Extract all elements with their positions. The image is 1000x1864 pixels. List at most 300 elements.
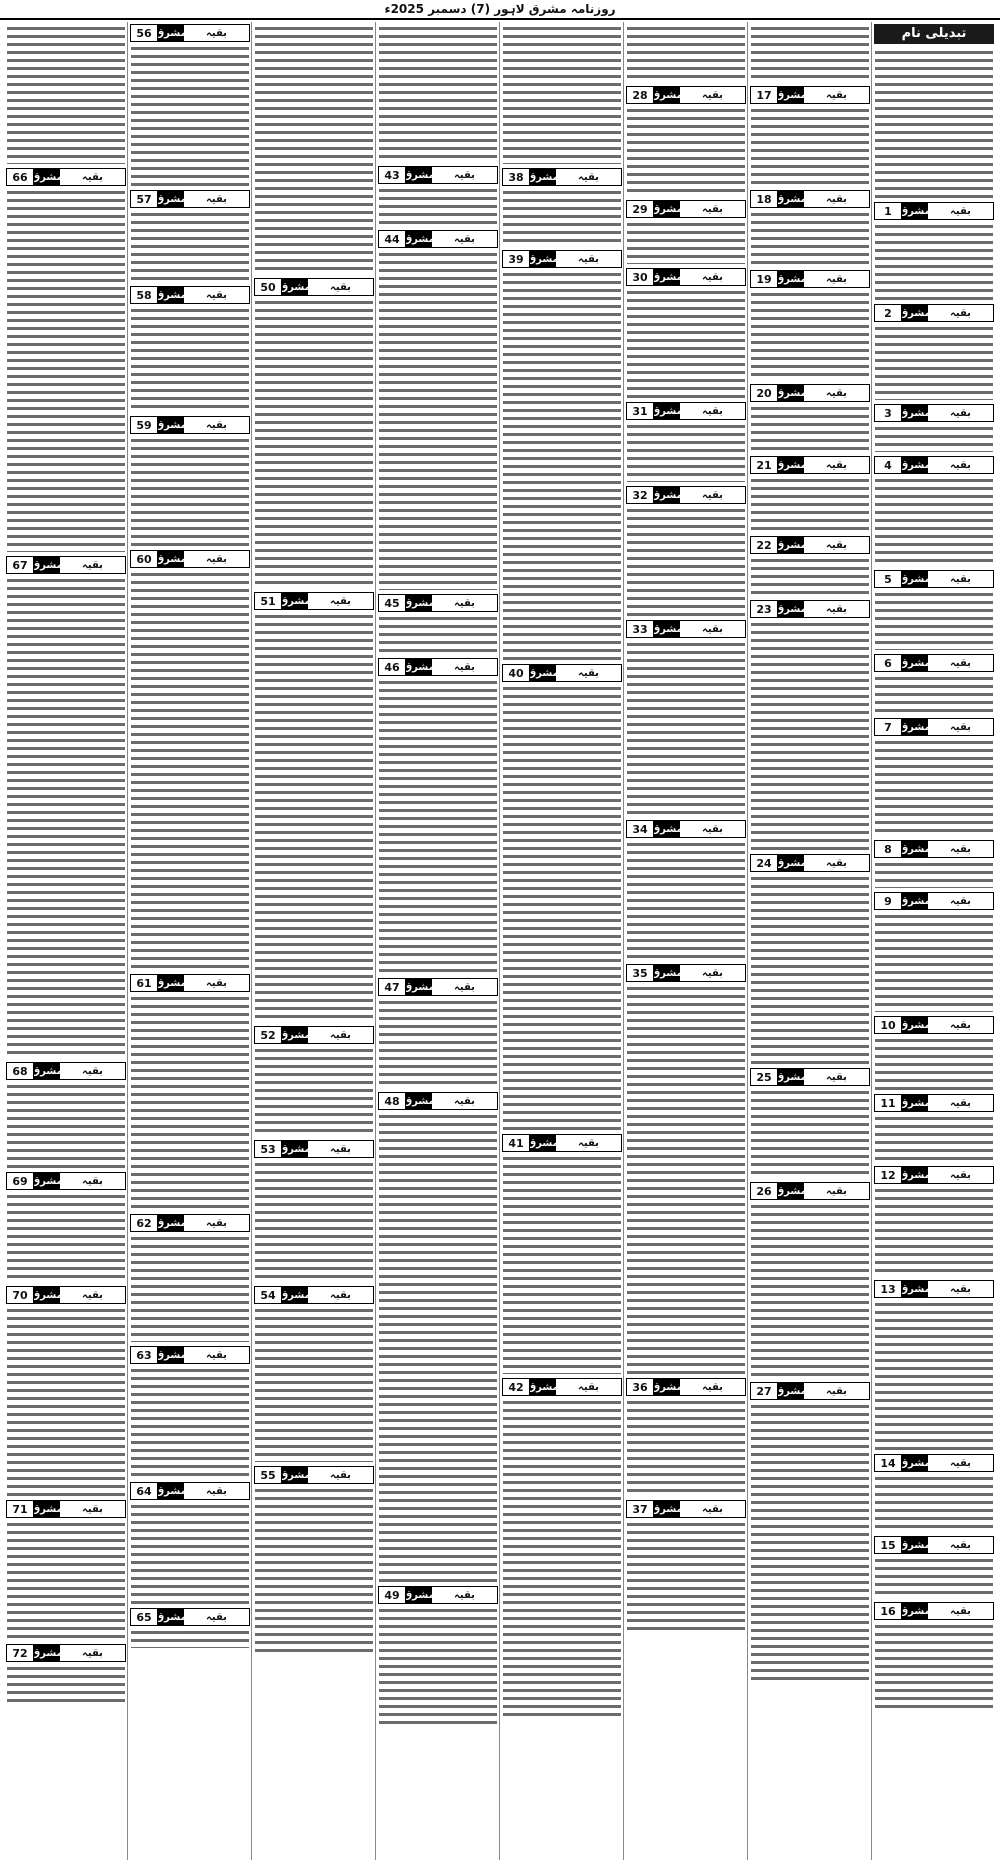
- continuation-header: [626, 620, 746, 638]
- article-text-block: [131, 306, 249, 412]
- article-text-block: [627, 220, 745, 264]
- continuation-header: [874, 1536, 994, 1554]
- continuation-number: 13: [875, 1281, 902, 1297]
- article-text-block: [627, 640, 745, 816]
- continuation-label: بقیہ: [950, 657, 971, 669]
- continuation-label: بقیہ: [206, 419, 227, 431]
- continuation-number: 31: [627, 403, 654, 419]
- column: [747, 22, 872, 1860]
- continuation-label: بقیہ: [950, 307, 971, 319]
- continuation-label: بقیہ: [454, 1589, 475, 1601]
- continuation-number: 20: [751, 385, 778, 401]
- continuation-header: [130, 550, 250, 568]
- continuation-label: بقیہ: [702, 89, 723, 101]
- column: [499, 22, 624, 1860]
- continuation-header: [6, 556, 126, 574]
- paper-name-box: مشرق: [654, 1379, 680, 1395]
- continuation-number: 43: [379, 167, 406, 183]
- article-text-block: [875, 1300, 993, 1450]
- continuation-label: بقیہ: [330, 595, 351, 607]
- continuation-label: بقیہ: [82, 1065, 103, 1077]
- paper-name-box: مشرق: [902, 719, 928, 735]
- article-text-block: [751, 1202, 869, 1378]
- continuation-number: 61: [131, 975, 158, 991]
- continuation-number: 21: [751, 457, 778, 473]
- continuation-header: [6, 1500, 126, 1518]
- article-text-block: [131, 44, 249, 186]
- continuation-number: 32: [627, 487, 654, 503]
- article-text-block: [751, 1088, 869, 1178]
- continuation-header: [6, 1062, 126, 1080]
- paper-name-box: مشرق: [158, 25, 184, 41]
- continuation-number: 49: [379, 1587, 406, 1603]
- continuation-label: بقیہ: [826, 459, 847, 471]
- paper-name-box: مشرق: [282, 1141, 308, 1157]
- continuation-header: [130, 416, 250, 434]
- paper-name-box: مشرق: [778, 385, 804, 401]
- article-text-block: [131, 436, 249, 546]
- continuation-number: 8: [875, 841, 902, 857]
- continuation-label: بقیہ: [82, 1647, 103, 1659]
- continuation-header: [750, 600, 870, 618]
- continuation-label: بقیہ: [702, 823, 723, 835]
- paper-name-box: مشرق: [778, 537, 804, 553]
- continuation-number: 2: [875, 305, 902, 321]
- article-text-block: [875, 590, 993, 650]
- continuation-number: 3: [875, 405, 902, 421]
- article-text-block: [751, 404, 869, 452]
- continuation-label: بقیہ: [826, 1071, 847, 1083]
- continuation-label: بقیہ: [330, 281, 351, 293]
- article-text-block: [627, 1520, 745, 1630]
- continuation-header: [626, 820, 746, 838]
- article-text-block: [751, 1402, 869, 1682]
- continuation-label: بقیہ: [330, 1469, 351, 1481]
- article-text-block: [875, 476, 993, 566]
- continuation-label: بقیہ: [950, 1539, 971, 1551]
- article-text-block: [379, 250, 497, 590]
- paper-name-box: مشرق: [34, 1063, 60, 1079]
- paper-name-box: مشرق: [282, 593, 308, 609]
- article-text-block: [131, 570, 249, 970]
- continuation-number: 46: [379, 659, 406, 675]
- paper-name-box: مشرق: [406, 1587, 432, 1603]
- article-text-block: [627, 288, 745, 398]
- continuation-header: [750, 86, 870, 104]
- continuation-number: 69: [7, 1173, 34, 1189]
- continuation-number: 54: [255, 1287, 282, 1303]
- continuation-header: [6, 168, 126, 186]
- continuation-number: 58: [131, 287, 158, 303]
- continuation-label: بقیہ: [206, 289, 227, 301]
- continuation-header: [130, 1482, 250, 1500]
- newspaper-page: [4, 22, 996, 1860]
- article-text-block: [875, 1622, 993, 1712]
- paper-name-box: مشرق: [902, 571, 928, 587]
- article-text-block: [875, 424, 993, 452]
- continuation-number: 22: [751, 537, 778, 553]
- continuation-number: 71: [7, 1501, 34, 1517]
- continuation-label: بقیہ: [950, 1605, 971, 1617]
- paper-name-box: مشرق: [282, 279, 308, 295]
- paper-name-box: مشرق: [902, 1017, 928, 1033]
- continuation-number: 10: [875, 1017, 902, 1033]
- paper-name-box: مشرق: [654, 201, 680, 217]
- article-text-block: [875, 674, 993, 714]
- continuation-label: بقیہ: [950, 573, 971, 585]
- continuation-number: 36: [627, 1379, 654, 1395]
- continuation-header: [254, 1140, 374, 1158]
- continuation-number: 29: [627, 201, 654, 217]
- paper-name-box: مشرق: [778, 855, 804, 871]
- continuation-header: [874, 1454, 994, 1472]
- paper-name-box: مشرق: [654, 1501, 680, 1517]
- continuation-number: 42: [503, 1379, 530, 1395]
- continuation-number: 7: [875, 719, 902, 735]
- paper-name-box: مشرق: [158, 1609, 184, 1625]
- article-text-block: [751, 290, 869, 380]
- continuation-label: بقیہ: [454, 1095, 475, 1107]
- continuation-label: بقیہ: [702, 623, 723, 635]
- paper-name-box: مشرق: [778, 271, 804, 287]
- continuation-label: بقیہ: [454, 597, 475, 609]
- article-text-block: [7, 1306, 125, 1496]
- continuation-label: بقیہ: [454, 169, 475, 181]
- continuation-label: بقیہ: [702, 203, 723, 215]
- continuation-label: بقیہ: [82, 1175, 103, 1187]
- article-text-block: [7, 1664, 125, 1704]
- article-text-block: [379, 998, 497, 1088]
- continuation-label: بقیہ: [578, 667, 599, 679]
- continuation-header: [750, 190, 870, 208]
- continuation-label: بقیہ: [82, 171, 103, 183]
- continuation-label: بقیہ: [950, 1019, 971, 1031]
- continuation-number: 1: [875, 203, 902, 219]
- paper-name-box: مشرق: [34, 1645, 60, 1661]
- continuation-header: [874, 840, 994, 858]
- continuation-label: بقیہ: [826, 857, 847, 869]
- continuation-header: [750, 854, 870, 872]
- continuation-label: بقیہ: [330, 1143, 351, 1155]
- article-text-block: [875, 912, 993, 1012]
- continuation-header: [874, 404, 994, 422]
- paper-name-box: مشرق: [654, 821, 680, 837]
- continuation-label: بقیہ: [454, 233, 475, 245]
- continuation-label: بقیہ: [578, 1381, 599, 1393]
- continuation-header: [874, 892, 994, 910]
- paper-name-box: مشرق: [902, 841, 928, 857]
- continuation-label: بقیہ: [702, 271, 723, 283]
- continuation-number: 23: [751, 601, 778, 617]
- article-text-block: [503, 24, 621, 164]
- continuation-label: بقیہ: [578, 171, 599, 183]
- paper-name-box: مشرق: [158, 1215, 184, 1231]
- continuation-header: [874, 1094, 994, 1112]
- continuation-number: 62: [131, 1215, 158, 1231]
- paper-name-box: مشرق: [902, 405, 928, 421]
- continuation-label: بقیہ: [206, 553, 227, 565]
- continuation-header: [626, 964, 746, 982]
- continuation-number: 66: [7, 169, 34, 185]
- continuation-number: 37: [627, 1501, 654, 1517]
- continuation-label: بقیہ: [950, 721, 971, 733]
- paper-name-box: مشرق: [530, 169, 556, 185]
- article-text-block: [131, 1366, 249, 1478]
- continuation-header: [130, 974, 250, 992]
- continuation-label: بقیہ: [950, 895, 971, 907]
- continuation-number: 40: [503, 665, 530, 681]
- continuation-header: [626, 402, 746, 420]
- continuation-number: 60: [131, 551, 158, 567]
- article-text-block: [875, 324, 993, 400]
- paper-name-box: مشرق: [778, 87, 804, 103]
- continuation-label: بقیہ: [206, 27, 227, 39]
- continuation-header: [378, 1586, 498, 1604]
- continuation-number: 24: [751, 855, 778, 871]
- continuation-label: بقیہ: [826, 603, 847, 615]
- paper-name-box: مشرق: [778, 191, 804, 207]
- continuation-number: 70: [7, 1287, 34, 1303]
- continuation-number: 56: [131, 25, 158, 41]
- paper-name-box: مشرق: [902, 655, 928, 671]
- continuation-number: 33: [627, 621, 654, 637]
- continuation-label: بقیہ: [826, 1385, 847, 1397]
- continuation-number: 11: [875, 1095, 902, 1111]
- paper-name-box: مشرق: [530, 1135, 556, 1151]
- continuation-label: بقیہ: [826, 539, 847, 551]
- continuation-label: بقیہ: [206, 193, 227, 205]
- article-text-block: [131, 1502, 249, 1604]
- continuation-header: [130, 1608, 250, 1626]
- paper-name-box: مشرق: [34, 1287, 60, 1303]
- continuation-number: 41: [503, 1135, 530, 1151]
- continuation-number: 48: [379, 1093, 406, 1109]
- paper-name-box: مشرق: [902, 305, 928, 321]
- paper-name-box: مشرق: [158, 191, 184, 207]
- continuation-number: 18: [751, 191, 778, 207]
- continuation-number: 27: [751, 1383, 778, 1399]
- article-text-block: [7, 576, 125, 1058]
- article-text-block: [255, 24, 373, 274]
- paper-name-box: مشرق: [902, 1281, 928, 1297]
- continuation-number: 68: [7, 1063, 34, 1079]
- continuation-header: [874, 304, 994, 322]
- article-text-block: [875, 222, 993, 300]
- paper-name-box: مشرق: [902, 1537, 928, 1553]
- continuation-label: بقیہ: [950, 1097, 971, 1109]
- paper-name-box: مشرق: [654, 487, 680, 503]
- continuation-header: [254, 1466, 374, 1484]
- article-text-block: [503, 270, 621, 660]
- paper-name-box: مشرق: [902, 1167, 928, 1183]
- masthead-text: روزنامہ مشرق لاہور (7) دسمبر 2025ء: [384, 2, 616, 16]
- continuation-label: بقیہ: [702, 1381, 723, 1393]
- article-text-block: [255, 298, 373, 588]
- continuation-number: 5: [875, 571, 902, 587]
- continuation-header: [874, 1602, 994, 1620]
- paper-name-box: مشرق: [282, 1287, 308, 1303]
- continuation-header: [874, 202, 994, 220]
- continuation-header: [750, 270, 870, 288]
- article-text-block: [255, 1306, 373, 1462]
- paper-name-box: مشرق: [654, 87, 680, 103]
- continuation-number: 28: [627, 87, 654, 103]
- article-text-block: [627, 984, 745, 1374]
- continuation-label: بقیہ: [826, 1185, 847, 1197]
- continuation-label: بقیہ: [950, 1283, 971, 1295]
- continuation-label: بقیہ: [950, 1169, 971, 1181]
- continuation-number: 12: [875, 1167, 902, 1183]
- continuation-header: [750, 1182, 870, 1200]
- continuation-header: [874, 654, 994, 672]
- paper-name-box: مشرق: [406, 167, 432, 183]
- article-text-block: [7, 1192, 125, 1282]
- continuation-header: [378, 594, 498, 612]
- article-text-block: [7, 24, 125, 164]
- continuation-number: 65: [131, 1609, 158, 1625]
- paper-name-box: مشرق: [34, 1501, 60, 1517]
- column: [251, 22, 376, 1860]
- continuation-label: بقیہ: [826, 273, 847, 285]
- paper-name-box: مشرق: [778, 457, 804, 473]
- article-text-block: [379, 614, 497, 654]
- paper-name-box: مشرق: [34, 1173, 60, 1189]
- continuation-header: [626, 268, 746, 286]
- continuation-number: 25: [751, 1069, 778, 1085]
- continuation-header: [626, 1500, 746, 1518]
- paper-name-box: مشرق: [654, 965, 680, 981]
- continuation-number: 30: [627, 269, 654, 285]
- continuation-header: [130, 190, 250, 208]
- paper-name-box: مشرق: [530, 1379, 556, 1395]
- article-text-block: [875, 1556, 993, 1598]
- paper-name-box: مشرق: [34, 557, 60, 573]
- article-text-block: [131, 210, 249, 282]
- continuation-number: 16: [875, 1603, 902, 1619]
- article-text-block: [627, 1398, 745, 1496]
- paper-name-box: مشرق: [34, 169, 60, 185]
- continuation-label: بقیہ: [206, 1485, 227, 1497]
- continuation-label: بقیہ: [454, 981, 475, 993]
- article-text-block: [627, 506, 745, 616]
- continuation-label: بقیہ: [826, 387, 847, 399]
- continuation-header: [130, 1214, 250, 1232]
- continuation-header: [750, 536, 870, 554]
- paper-name-box: مشرق: [902, 1095, 928, 1111]
- continuation-label: بقیہ: [206, 977, 227, 989]
- continuation-label: بقیہ: [950, 205, 971, 217]
- article-text-block: [255, 1046, 373, 1136]
- paper-name-box: مشرق: [902, 893, 928, 909]
- continuation-label: بقیہ: [702, 489, 723, 501]
- article-text-block: [255, 1486, 373, 1656]
- continuation-header: [130, 24, 250, 42]
- continuation-header: [6, 1286, 126, 1304]
- continuation-number: 15: [875, 1537, 902, 1553]
- continuation-number: 51: [255, 593, 282, 609]
- continuation-label: بقیہ: [826, 89, 847, 101]
- continuation-label: بقیہ: [330, 1029, 351, 1041]
- article-text-block: [379, 678, 497, 974]
- continuation-header: [502, 1378, 622, 1396]
- continuation-header: [6, 1644, 126, 1662]
- paper-name-box: مشرق: [654, 403, 680, 419]
- paper-name-box: مشرق: [654, 621, 680, 637]
- continuation-label: بقیہ: [82, 1503, 103, 1515]
- continuation-header: [378, 166, 498, 184]
- continuation-label: بقیہ: [454, 661, 475, 673]
- continuation-header: [626, 200, 746, 218]
- continuation-label: بقیہ: [702, 405, 723, 417]
- continuation-label: بقیہ: [82, 559, 103, 571]
- continuation-number: 26: [751, 1183, 778, 1199]
- article-text-block: [627, 840, 745, 960]
- article-text-block: [875, 1036, 993, 1090]
- paper-name-box: مشرق: [778, 1183, 804, 1199]
- continuation-number: 57: [131, 191, 158, 207]
- continuation-header: [750, 1068, 870, 1086]
- continuation-header: [626, 86, 746, 104]
- paper-name-box: مشرق: [778, 601, 804, 617]
- paper-name-box: مشرق: [406, 1093, 432, 1109]
- continuation-number: 38: [503, 169, 530, 185]
- continuation-number: 14: [875, 1455, 902, 1471]
- article-text-block: [379, 24, 497, 162]
- continuation-number: 53: [255, 1141, 282, 1157]
- article-text-block: [875, 1186, 993, 1276]
- continuation-header: [874, 1280, 994, 1298]
- article-text-block: [503, 1398, 621, 1718]
- masthead: [0, 0, 1000, 20]
- paper-name-box: مشرق: [778, 1383, 804, 1399]
- continuation-header: [502, 1134, 622, 1152]
- paper-name-box: مشرق: [158, 975, 184, 991]
- paper-name-box: مشرق: [406, 595, 432, 611]
- continuation-header: [6, 1172, 126, 1190]
- article-text-block: [627, 106, 745, 196]
- continuation-label: بقیہ: [206, 1349, 227, 1361]
- continuation-header: [502, 250, 622, 268]
- article-text-block: [255, 1160, 373, 1282]
- article-text-block: [875, 48, 993, 198]
- paper-name-box: مشرق: [902, 203, 928, 219]
- article-text-block: [875, 738, 993, 836]
- continuation-header: [750, 1382, 870, 1400]
- column: [127, 22, 252, 1860]
- continuation-number: 52: [255, 1027, 282, 1043]
- article-text-block: [875, 860, 993, 888]
- article-text-block: [379, 1112, 497, 1582]
- continuation-header: [502, 168, 622, 186]
- continuation-number: 44: [379, 231, 406, 247]
- continuation-label: بقیہ: [702, 1503, 723, 1515]
- continuation-header: [750, 384, 870, 402]
- article-text-block: [875, 1474, 993, 1532]
- continuation-number: 17: [751, 87, 778, 103]
- continuation-header: [130, 286, 250, 304]
- continuation-number: 63: [131, 1347, 158, 1363]
- article-text-block: [751, 476, 869, 532]
- continuation-number: 19: [751, 271, 778, 287]
- paper-name-box: مشرق: [778, 1069, 804, 1085]
- continuation-header: [874, 1016, 994, 1034]
- article-text-block: [751, 210, 869, 266]
- continuation-label: بقیہ: [950, 459, 971, 471]
- continuation-label: بقیہ: [206, 1611, 227, 1623]
- paper-name-box: مشرق: [406, 231, 432, 247]
- continuation-number: 67: [7, 557, 34, 573]
- continuation-label: بقیہ: [826, 193, 847, 205]
